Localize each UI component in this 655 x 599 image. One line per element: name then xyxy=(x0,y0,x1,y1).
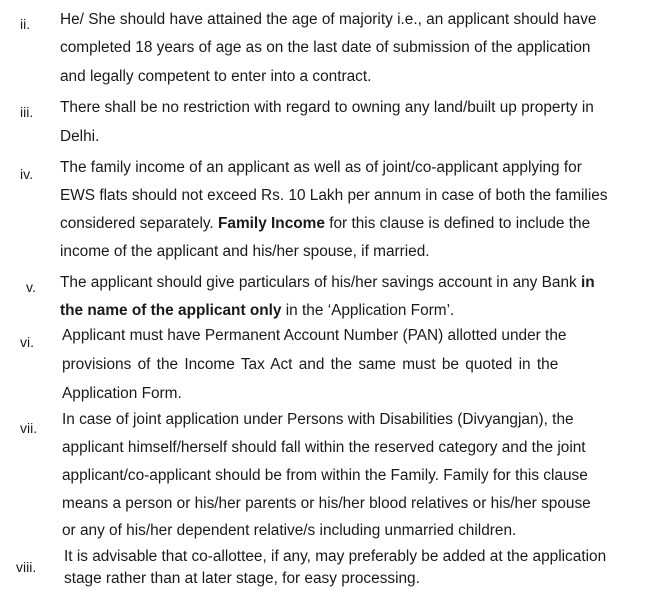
item-text-line: applicant/co-applicant should be from within the Family. Family for this clause xyxy=(62,467,588,484)
item-numeral: vi. xyxy=(20,334,34,350)
item-text-line xyxy=(60,301,454,321)
item-text-line: income of the applicant and his/her spouse, if married. xyxy=(60,243,430,260)
emphasis-term: in xyxy=(581,274,595,291)
item-text-segment: The applicant should give particulars of his/her savings account in any Bank xyxy=(60,274,577,291)
item-numeral: ii. xyxy=(20,16,31,32)
item-text-line xyxy=(60,273,595,293)
item-numeral: iii. xyxy=(20,104,34,120)
item-text-line: Application Form. xyxy=(62,385,182,402)
item-text-line: stage rather than at later stage, for easy processing. xyxy=(64,570,420,587)
item-text-segment: in the ‘Application Form’. xyxy=(285,302,455,319)
item-text-line: It is advisable that co-allottee, if any, may preferably be added at the application xyxy=(64,548,607,565)
item-numeral: viii. xyxy=(16,559,37,575)
item-text-segment: considered separately. xyxy=(60,215,214,232)
item-text-line: There shall be no restriction with regard to owning any land/built up property in xyxy=(60,99,594,116)
item-numeral: iv. xyxy=(20,166,33,182)
item-text-line: and legally competent to enter into a contract. xyxy=(60,68,372,85)
emphasis-term: Family Income xyxy=(218,215,325,232)
item-text-line: or any of his/her dependent relative/s including unmarried children. xyxy=(62,522,517,539)
item-text-line: applicant himself/herself should fall within the reserved category and the joint xyxy=(62,439,586,456)
item-numeral: v. xyxy=(26,279,36,295)
item-text-line: provisions of the Income Tax Act and the same must be quoted in the xyxy=(62,356,559,373)
item-text-line: He/ She should have attained the age of majority i.e., an applicant should have xyxy=(60,11,597,28)
emphasis-term: the name of the applicant only xyxy=(60,302,282,319)
item-text-segment: for this clause is defined to include the xyxy=(329,215,591,232)
item-text-line: Delhi. xyxy=(60,128,100,145)
item-text-line: Applicant must have Permanent Account Number (PAN) allotted under the xyxy=(62,327,567,344)
item-text-line: EWS flats should not exceed Rs. 10 Lakh per annum in case of both the families xyxy=(60,187,608,204)
item-numeral: vii. xyxy=(20,420,38,436)
item-text-line: The family income of an applicant as well as of joint/co-applicant applying for xyxy=(60,159,582,176)
item-text-line xyxy=(60,214,590,234)
item-text-line: completed 18 years of age as on the last date of submission of the application xyxy=(60,39,591,56)
item-text-line: means a person or his/her parents or his/her blood relatives or his/her spouse xyxy=(62,495,591,512)
item-text-line: In case of joint application under Persons with Disabilities (Divyangjan), the xyxy=(62,411,574,428)
